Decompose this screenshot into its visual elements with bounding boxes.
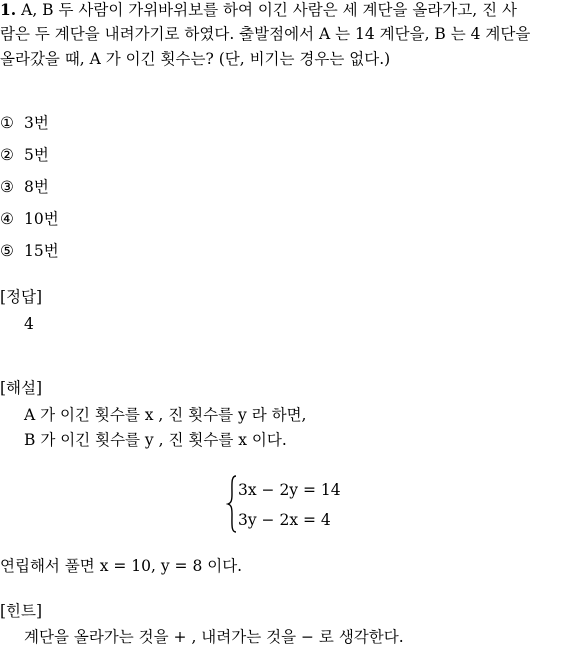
question-number: 1. [0, 0, 17, 19]
explanation-line-2: B 가 이긴 횟수를 y , 진 횟수를 x 이다. [24, 431, 287, 449]
explanation-result: 연립해서 풀면 x = 10, y = 8 이다. [0, 557, 243, 575]
hint-text: 계단을 올라가는 것을 + , 내려가는 것을 − 로 생각한다. [24, 628, 404, 646]
choice-mark: ⑤ [0, 242, 14, 260]
question-text-3: 올라갔을 때, A 가 이긴 횟수는? (단, 비기는 경우는 없다.) [0, 50, 391, 68]
choice-text: 15번 [24, 242, 59, 260]
equation-1: 3x − 2y = 14 [238, 481, 341, 499]
hint-heading: [힌트] [0, 602, 43, 620]
choice-text: 8번 [24, 178, 49, 196]
answer-value: 4 [24, 315, 34, 333]
choice-text: 5번 [24, 146, 49, 164]
explanation-heading: [해설] [0, 379, 43, 397]
equation-system [226, 474, 356, 534]
left-brace-icon [226, 474, 238, 534]
question-line-1 [0, 0, 517, 20]
choice-item[interactable] [0, 145, 49, 165]
equation-2: 3y − 2x = 4 [238, 511, 331, 529]
choice-item[interactable] [0, 209, 59, 229]
choice-text: 3번 [24, 114, 49, 132]
answer-heading: [정답] [0, 288, 43, 306]
choice-mark: ② [0, 146, 14, 164]
choice-item[interactable] [0, 177, 49, 197]
question-text-2: 람은 두 계단을 내려가기로 하였다. 출발점에서 A 는 14 계단을, B 는 4 계단을 [0, 25, 531, 43]
choice-item[interactable] [0, 241, 59, 261]
choice-text: 10번 [24, 210, 59, 228]
question-text-1: A, B 두 사람이 가위바위보를 하여 이긴 사람은 세 계단을 올라가고, 진 사 [21, 1, 517, 19]
choice-mark: ① [0, 114, 14, 132]
choice-mark: ④ [0, 210, 14, 228]
choice-mark: ③ [0, 178, 14, 196]
choice-item[interactable] [0, 113, 49, 133]
explanation-line-1: A 가 이긴 횟수를 x , 진 횟수를 y 라 하면, [24, 406, 307, 424]
